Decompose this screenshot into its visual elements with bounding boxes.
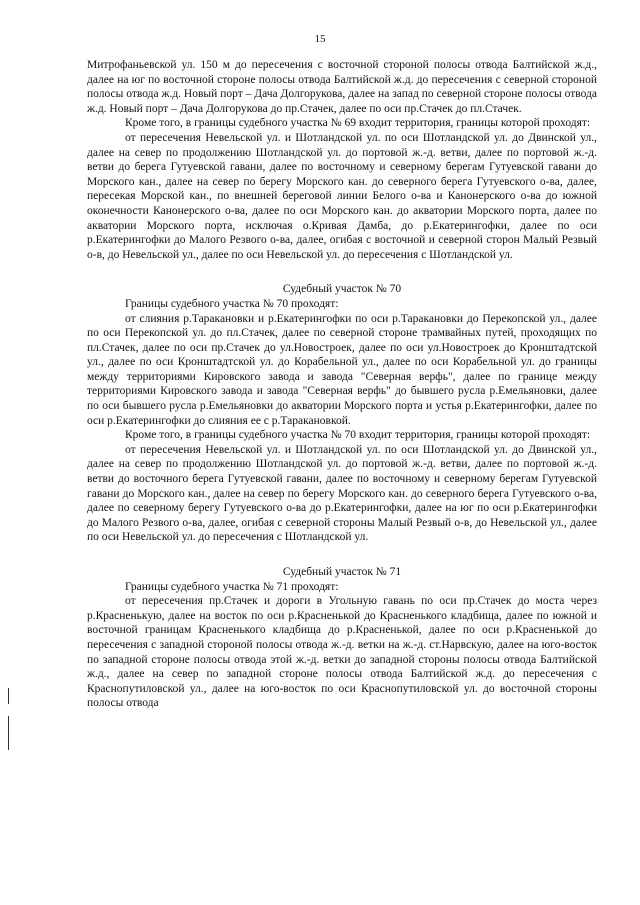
paragraph: Границы судебного участка № 71 проходят: xyxy=(125,580,339,593)
margin-mark xyxy=(8,688,9,704)
section-heading: Судебный участок № 71 xyxy=(282,566,402,578)
paragraph: от пересечения Невельской ул. и Шотландской ул. по оси Шотландской ул. до Двинской ул., далее на север по продолжению Шотландской ул. до портовой ж.-д. ветви, далее по портовой ж.-д. ветви до берега Гутуевской гавани, далее по восточному и северному берегам Гутуевской гавани до Морского кан., далее на север по берегу Морского кан. до северного берега Гутуевского о-ва, далее, пересекая Морской кан., по внешней береговой линии Белого о-ва и Канонерского о-ва до южной оконечности Канонерского о-ва, далее по оси Морского кан. до акватории Морского порта, далее по акватории Морского порта, исключая о.Кривая Дамба, до р.Екатерингофки, далее по оси р.Екатерингофки до Малого Резвого о-ва, далее, огибая с восточной и северной сторон Малый Резвый о-в, до Невельской ул., далее по оси Невельской ул. до пересечения с Шотландской ул. xyxy=(87,131,597,261)
document-body xyxy=(87,58,597,711)
paragraph: от пересечения пр.Стачек и дороги в Угольную гавань по оси пр.Стачек до моста через р.Красненькую, далее на восток по оси р.Красненькой до Красненького кладбища, далее по южной и восточной границам Красненького кладбища до р.Красненькой, далее по оси р.Красненькой до пересечения с западной стороной полосы отвода ж.-д. ветки на ж.-д. ст.Нарвскую, далее на юго-восток по западной стороне полосы отвода этой ж.-д. ветки до западной стороны полосы отвода Балтийской ж.д., далее на север по западной стороне полосы отвода Балтийской ж.д. до пересечения с Краснопутиловской ул., далее на юго-восток по оси Краснопутиловской ул. до восточной стороны полосы отвода xyxy=(87,595,597,710)
margin-mark xyxy=(8,716,9,750)
paragraph: Кроме того, в границы судебного участка № 70 входит территория, границы которой проходят: xyxy=(125,429,591,442)
page-number: 15 xyxy=(314,33,326,45)
paragraph: Кроме того, в границы судебного участка № 69 входит территория, границы которой проходят: xyxy=(125,117,591,130)
section-heading: Судебный участок № 70 xyxy=(282,283,402,296)
paragraph: от слияния р.Таракановки и р.Екатерингофки по оси р.Таракановки до Перекопской ул., далее по оси Перекопской ул. до пл.Стачек, далее по северной стороне трамвайных путей, проходящих по пл.Стачек, далее по оси пр.Стачек до ул.Новостроек, далее по оси ул.Новостроек до Кронштадтской ул., далее по оси Кронштадтской ул. до Корабельной ул., далее по оси Корабельной ул. до границы между территориями Кировского завода и завода "Северная верфь", далее по границе между территориями Кировского завода и завода "Северная верфь" до бывшего русла р.Емельяновки, далее по оси бывшего русла р.Емельяновки до акватории Морского порта и устья р.Екатерингофки, далее по оси р.Екатерингофки до слияния ее с р.Таракановкой. xyxy=(87,312,597,427)
paragraph: Митрофаньевской ул. 150 м до пересечения с восточной стороной полосы отвода Балтийской ж.д., далее на юг по восточной стороне полосы отвода Балтийской ж.д. до пересечения с северной стороной полосы отвода ж.д. Новый порт – Дача Долгорукова, далее на запад по северной стороне полосы отвода ж.д. Новый порт – Дача Долгорукова до пр.Стачек, далее по оси пр.Стачек до пл.Стачек. xyxy=(87,59,597,115)
paragraph: от пересечения Невельской ул. и Шотландской ул. по оси Шотландской ул. до Двинской ул., далее на север по продолжению Шотландской ул. до портовой ж.-д. ветви, далее по портовой ж.-д. ветви до восточного берега Гутуевской гавани, далее по восточному и северному берегам Гутуевской гавани до Морского кан., далее на север по берегу Морского кан. до северного берега Гутуевского о-ва, далее по северному берегу Гутуевского о-ва до р.Екатерингофки, далее на юг по оси р.Екатерингофки до Малого Резвого о-ва, далее, огибая с северной стороны Малый Резвый о-в, до Невельской ул., далее по оси Невельской ул. до пересечения с Шотландской ул. xyxy=(87,443,597,544)
paragraph: Границы судебного участка № 70 проходят: xyxy=(125,297,339,310)
